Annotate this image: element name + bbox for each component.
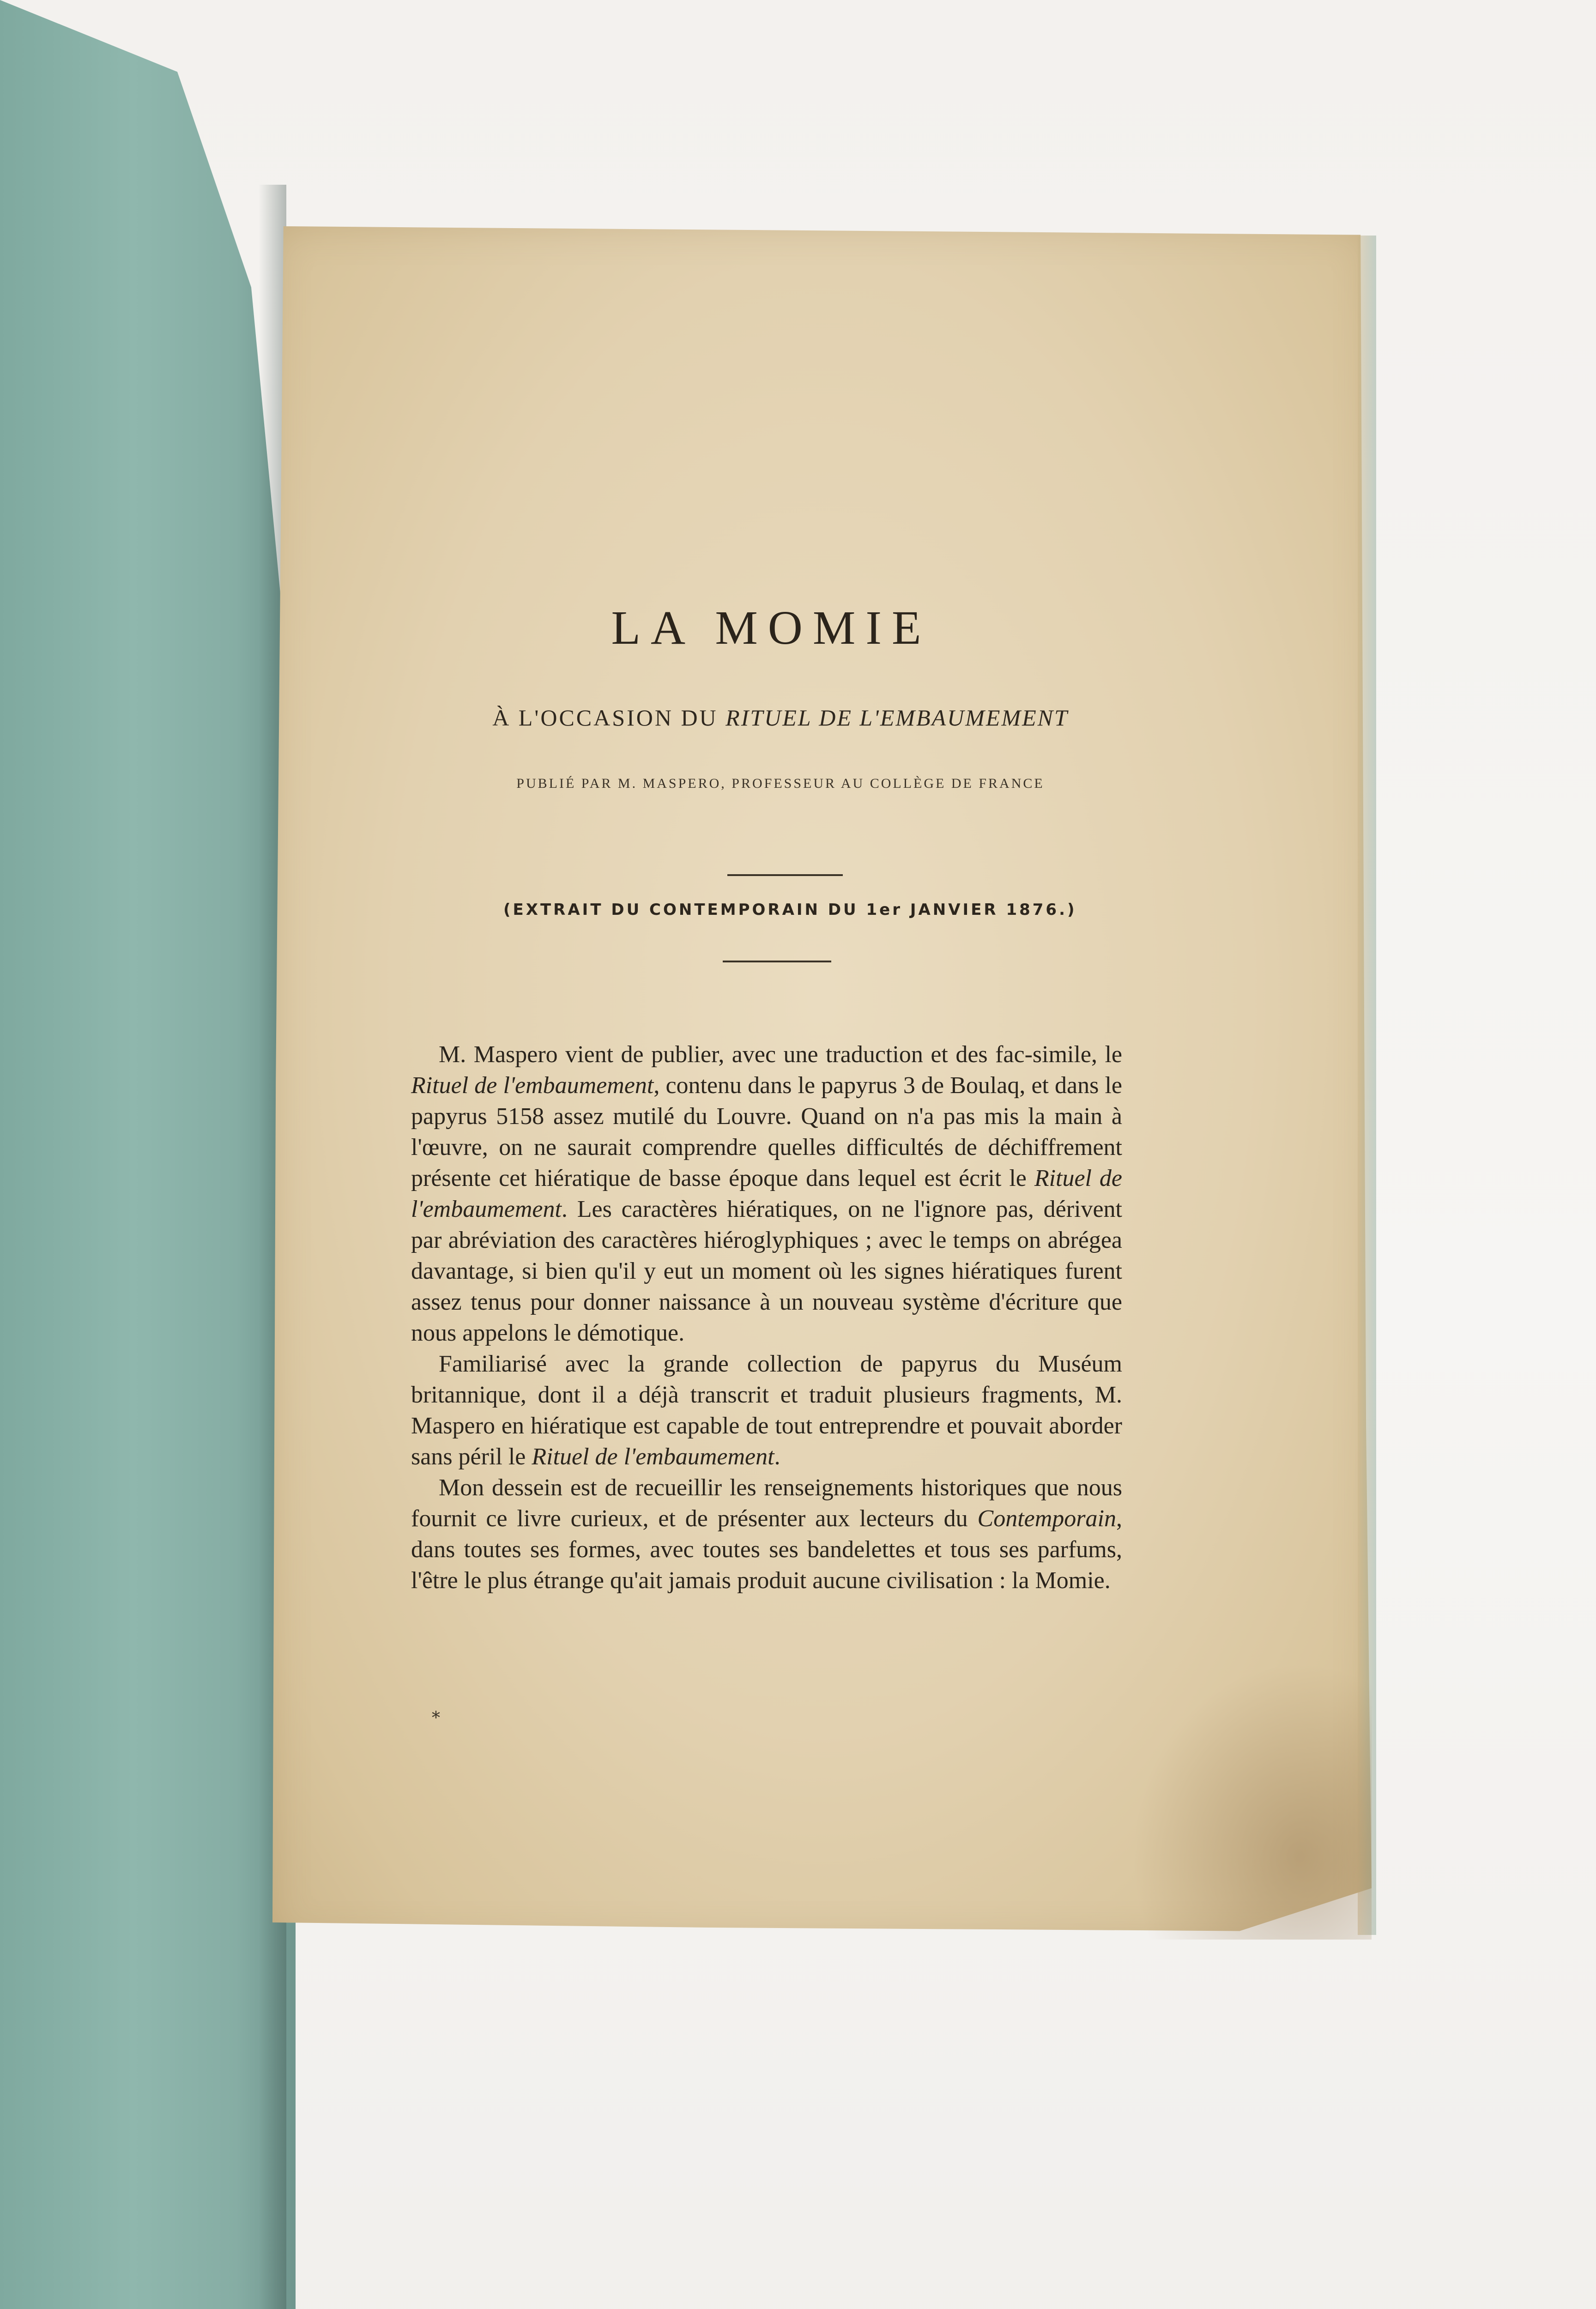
paragraph-1-text-c: . Les caractères hiératiques, on ne l'ignore pas, dérivent par abréviation des caractères hiéroglyphiques ; avec le temps on abrégea davantage, si bien qu'il y eut un moment où les signes hiératiques furent assez tenus pour donner naissance à un nouveau système d'écriture que nous appelons le démotique. [411, 1196, 1122, 1346]
document-title: LA MOMIE [611, 601, 931, 654]
paragraph-2-text-b: . [774, 1444, 780, 1470]
body-text [411, 1039, 1122, 1596]
paragraph-1 [411, 1039, 1122, 1348]
paragraph-1-italic-b: Rituel de l'embaumement [411, 1165, 1123, 1222]
paragraph-3 [411, 1472, 1122, 1596]
publisher-line: PUBLIÉ PAR M. MASPERO, PROFESSEUR AU COLLÈGE DE FRANCE [516, 776, 1045, 791]
paragraph-1-text-b: , contenu dans le papyrus 3 de Boulaq, et dans le papyrus 5158 assez mutilé du Louvre. Quand on n'a pas mis la main à l'œuvre, on ne saurait comprendre quelles difficultés de déchiffrement présente cet hiératique de basse époque dans lequel est écrit le [411, 1072, 1122, 1191]
paragraph-1-italic-a: Rituel de l'embaumement [411, 1072, 654, 1099]
paragraph-3-text-a: Mon dessein est de recueillir les renseignements historiques que nous fournit ce livre curieux, et de présenter aux lecteurs du [411, 1475, 1122, 1532]
divider-bottom [723, 961, 831, 962]
subtitle-prefix: À L'OCCASION DU [492, 705, 718, 731]
document-subtitle [457, 704, 1104, 731]
subtitle-italic: RITUEL DE L'EMBAUMEMENT [725, 705, 1069, 731]
paragraph-3-text-b: , dans toutes ses formes, avec toutes ses bandelettes et tous ses parfums, l'être le plus étrange qu'ait jamais produit aucune civilisation : la Momie. [411, 1505, 1122, 1594]
paragraph-1-text-a: M. Maspero vient de publier, avec une traduction et des fac-simile, le [439, 1041, 1122, 1068]
paragraph-2 [411, 1348, 1122, 1472]
divider-top [727, 874, 843, 876]
paragraph-2-italic: Rituel de l'embaumement [532, 1444, 774, 1470]
green-book-cover [0, 0, 296, 2309]
paragraph-2-text-a: Familiarisé avec la grande collection de papyrus du Muséum britannique, dont il a déjà transcrit et traduit plusieurs fragments, M. Maspero en hiératique est capable de tout entreprendre et pouvait aborder sans péril le [411, 1351, 1122, 1470]
paragraph-3-italic: Contemporain [977, 1505, 1116, 1532]
page-stain [1131, 1662, 1372, 1940]
footnote-mark: * [432, 1709, 440, 1728]
extract-line: (EXTRAIT DU CONTEMPORAIN DU 1er JANVIER 1876.) [503, 901, 1077, 919]
